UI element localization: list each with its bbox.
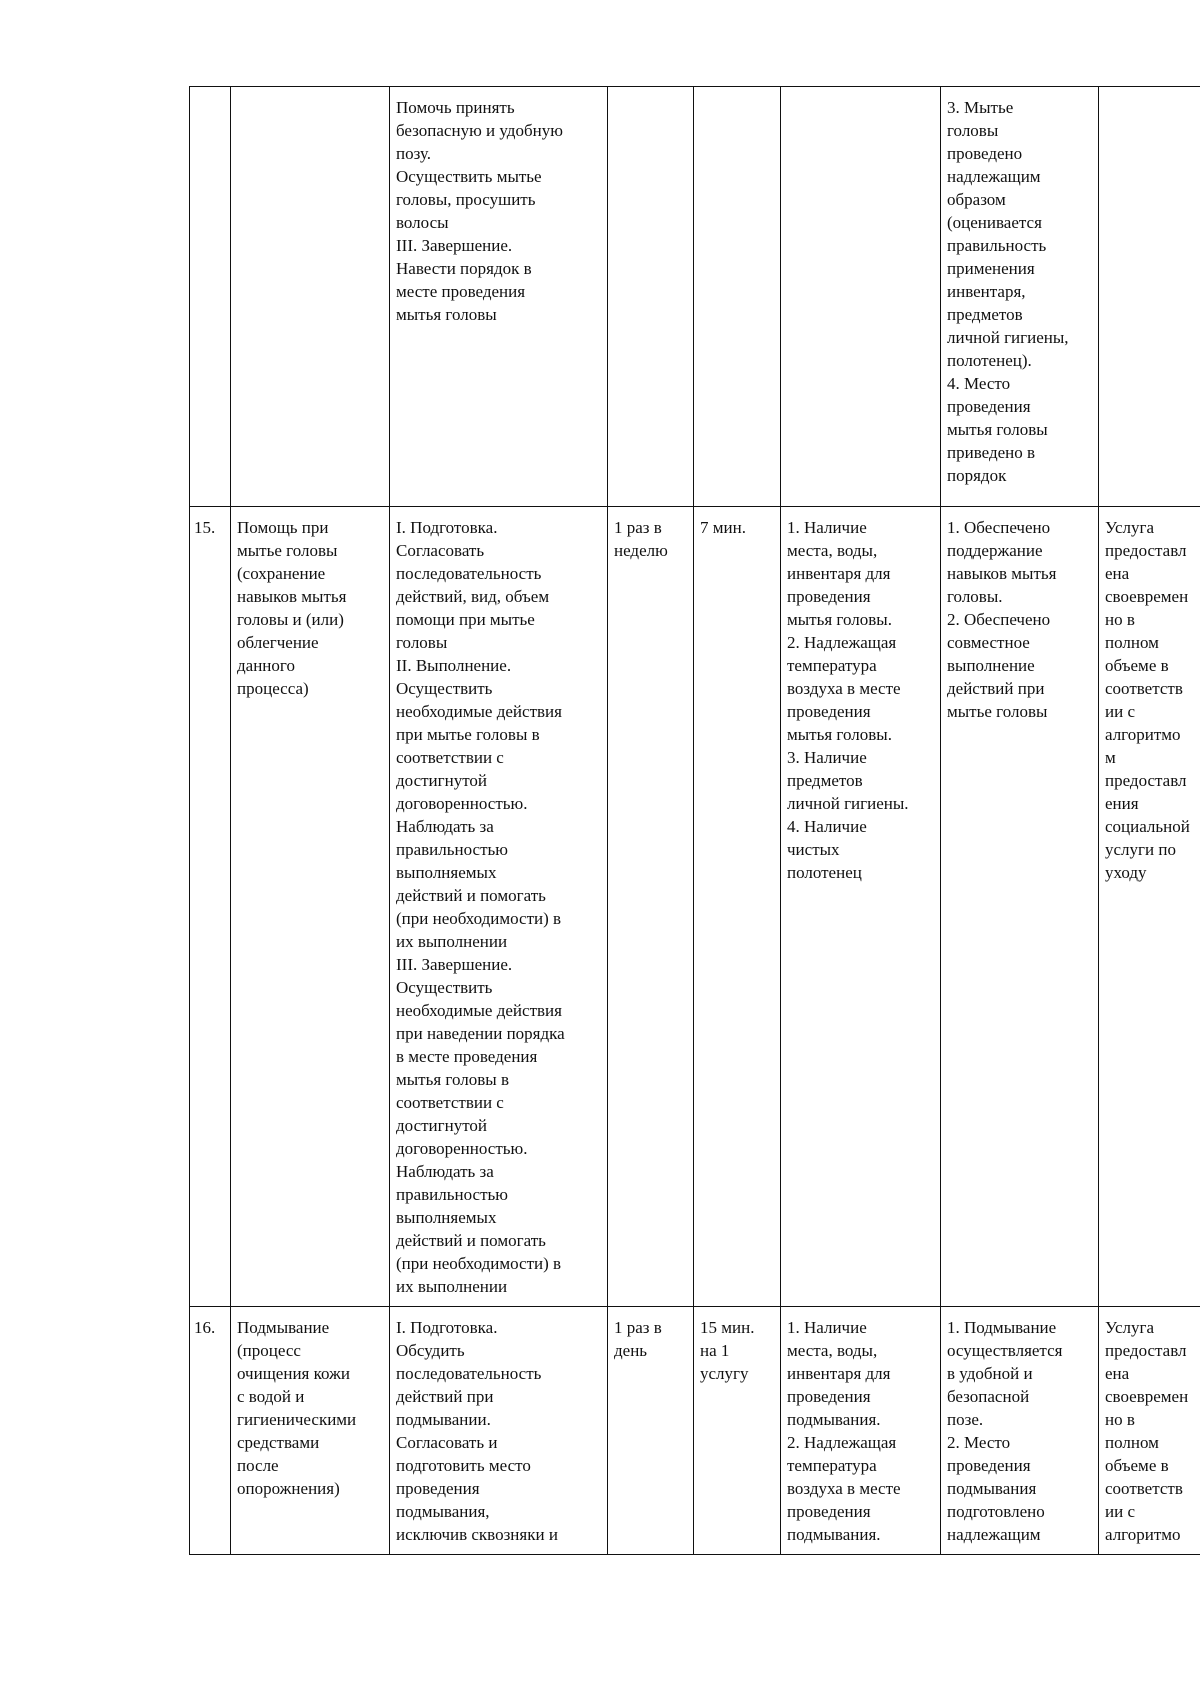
cell-text-line: в удобной и — [947, 1364, 1033, 1383]
cell-text-line: головы. — [947, 587, 1003, 606]
quality-indicators-cell — [941, 87, 1099, 507]
cell-text-line: головы — [396, 633, 448, 652]
cell-text-line: 2. Обеспечено — [947, 610, 1051, 629]
frequency-cell — [608, 87, 694, 507]
cell-text-line: очищения кожи — [237, 1364, 350, 1383]
cell-text-line: Услуга — [1105, 518, 1155, 537]
cell-text-line: мытья головы. — [787, 725, 892, 744]
cell-text-line: договоренностью. — [396, 794, 528, 813]
cell-text-line: инвентаря для — [787, 564, 891, 583]
cell-text-line: мытье головы — [947, 702, 1048, 721]
cell-text-line: Согласовать и — [396, 1433, 498, 1452]
cell-text-line: мытья головы в — [396, 1070, 509, 1089]
services-table-container — [189, 86, 1200, 1555]
cell-text-line: чистых — [787, 840, 840, 859]
cell-text-line: Помощь при — [237, 518, 329, 537]
cell-text-line: проведения — [947, 397, 1031, 416]
cell-text-line: полном — [1105, 633, 1159, 652]
cell-text-line: алгоритмо — [1105, 1525, 1181, 1544]
cell-text-line: головы — [947, 121, 999, 140]
cell-text-line: предметов — [947, 305, 1023, 324]
cell-text-line: Помочь принять — [396, 98, 515, 117]
cell-text-line: в месте проведения — [396, 1047, 538, 1066]
cell-text-line: гигиеническими — [237, 1410, 357, 1429]
duration-cell — [694, 87, 781, 507]
cell-text-line: последовательность — [396, 1364, 542, 1383]
cell-text-line: порядок — [947, 466, 1007, 485]
cell-text-line: выполняемых — [396, 1208, 497, 1227]
cell-text-line: 4. Наличие — [787, 817, 867, 836]
cell-text-line: проведения — [787, 587, 871, 606]
cell-text-line: Осуществить — [396, 679, 493, 698]
cell-text-line: средствами — [237, 1433, 320, 1452]
cell-text-line: правильностью — [396, 840, 508, 859]
service-description-cell — [390, 1307, 608, 1555]
cell-text-line: проведения — [396, 1479, 480, 1498]
cell-text-line: надлежащим — [947, 1525, 1041, 1544]
cell-text-line: I. Подготовка. — [396, 1318, 498, 1337]
duration-cell — [694, 1307, 781, 1555]
cell-text-line: их выполнении — [396, 1277, 508, 1296]
cell-text-line: процесса) — [237, 679, 309, 698]
cell-text-line: (процесс — [237, 1341, 301, 1360]
cell-text-line: 1. Наличие — [787, 1318, 867, 1337]
cell-text-line: инвентаря для — [787, 1364, 891, 1383]
cell-text-line: действий при — [947, 679, 1045, 698]
cell-text-line: опорожнения) — [237, 1479, 340, 1498]
cell-text-line: подготовить место — [396, 1456, 531, 1475]
cell-text-line: воздуха в месте — [787, 679, 901, 698]
cell-text-line: соответствии с — [396, 1093, 504, 1112]
cell-text-line: выполняемых — [396, 863, 497, 882]
table-body — [190, 87, 1200, 1555]
cell-text-line: Обсудить — [396, 1341, 465, 1360]
cell-text-line: 7 мин. — [700, 518, 746, 537]
table-row — [190, 1307, 1200, 1555]
cell-text-line: III. Завершение. — [396, 955, 513, 974]
cell-text-line: действий при — [396, 1387, 494, 1406]
cell-text-line: правильностью — [396, 1185, 508, 1204]
cell-text-line: неделю — [614, 541, 668, 560]
cell-text-line: мытья головы — [947, 420, 1048, 439]
cell-text-line: 4. Место — [947, 374, 1011, 393]
evaluation-cell — [1099, 87, 1200, 507]
cell-text-line: исключив сквозняки и — [396, 1525, 558, 1544]
cell-text-line: но в — [1105, 610, 1135, 629]
cell-text-line: 2. Надлежащая — [787, 633, 897, 652]
cell-text-line: подмывания. — [787, 1525, 881, 1544]
cell-text-line: соответств — [1105, 679, 1183, 698]
cell-text-line: при наведении порядка — [396, 1024, 565, 1043]
cell-text-line: образом — [947, 190, 1006, 209]
conditions-cell — [781, 87, 941, 507]
cell-text-line: мытья головы — [396, 305, 497, 324]
cell-text-line: (сохранение — [237, 564, 326, 583]
cell-text-line: мытья головы. — [787, 610, 892, 629]
cell-text-line: подмывания — [947, 1479, 1037, 1498]
cell-text-line: ена — [1105, 564, 1130, 583]
cell-text-line: поддержание — [947, 541, 1043, 560]
cell-text-line: проведено — [947, 144, 1023, 163]
cell-text-line: 1 раз в — [614, 1318, 662, 1337]
cell-text-line: применения — [947, 259, 1035, 278]
quality-indicators-cell — [941, 1307, 1099, 1555]
cell-text-line: соответств — [1105, 1479, 1183, 1498]
row-number-cell — [190, 507, 231, 1307]
cell-text-line: головы и (или) — [237, 610, 344, 629]
cell-text-line: личной гигиены. — [787, 794, 909, 813]
table-row — [190, 87, 1200, 507]
cell-text-line: навыков мытья — [947, 564, 1057, 583]
cell-text-line: позу. — [396, 144, 432, 163]
cell-text-line: правильность — [947, 236, 1047, 255]
cell-text-line: навыков мытья — [237, 587, 347, 606]
cell-text-line: выполнение — [947, 656, 1035, 675]
cell-text-line: проведения — [947, 1456, 1031, 1475]
cell-text-line: предметов — [787, 771, 863, 790]
cell-text-line: мытье головы — [237, 541, 338, 560]
service-name-cell — [231, 87, 390, 507]
cell-text-line: 15. — [194, 518, 216, 537]
cell-text-line: необходимые действия — [396, 1001, 562, 1020]
cell-text-line: уходу — [1105, 863, 1147, 882]
cell-text-line: с водой и — [237, 1387, 305, 1406]
cell-text-line: предоставл — [1105, 771, 1187, 790]
cell-text-line: при мытье головы в — [396, 725, 540, 744]
cell-text-line: позе. — [947, 1410, 984, 1429]
cell-text-line: Наблюдать за — [396, 817, 494, 836]
cell-text-line: облегчение — [237, 633, 319, 652]
cell-text-line: действий и помогать — [396, 886, 546, 905]
cell-text-line: Осуществить — [396, 978, 493, 997]
cell-text-line: проведения — [787, 702, 871, 721]
cell-text-line: температура — [787, 1456, 877, 1475]
quality-indicators-cell — [941, 507, 1099, 1307]
cell-text-line: данного — [237, 656, 295, 675]
row-number-cell — [190, 1307, 231, 1555]
cell-text-line: надлежащим — [947, 167, 1041, 186]
cell-text-line: ии с — [1105, 1502, 1135, 1521]
cell-text-line: объеме в — [1105, 1456, 1169, 1475]
cell-text-line: 1 раз в — [614, 518, 662, 537]
cell-text-line: 1. Обеспечено — [947, 518, 1051, 537]
conditions-cell — [781, 507, 941, 1307]
cell-text-line: предоставл — [1105, 541, 1187, 560]
cell-text-line: алгоритмо — [1105, 725, 1181, 744]
cell-text-line: подмывании. — [396, 1410, 491, 1429]
cell-text-line: их выполнении — [396, 932, 508, 951]
cell-text-line: I. Подготовка. — [396, 518, 498, 537]
frequency-cell — [608, 1307, 694, 1555]
frequency-cell — [608, 507, 694, 1307]
cell-text-line: приведено в — [947, 443, 1036, 462]
service-description-cell — [390, 87, 608, 507]
cell-text-line: (при необходимости) в — [396, 1254, 562, 1273]
cell-text-line: действий, вид, объем — [396, 587, 550, 606]
cell-text-line: Осуществить мытье — [396, 167, 542, 186]
cell-text-line: 3. Наличие — [787, 748, 867, 767]
cell-text-line: Услуга — [1105, 1318, 1155, 1337]
cell-text-line: предоставл — [1105, 1341, 1187, 1360]
cell-text-line: подмывания, — [396, 1502, 490, 1521]
cell-text-line: температура — [787, 656, 877, 675]
cell-text-line: 15 мин. — [700, 1318, 755, 1337]
cell-text-line: 2. Место — [947, 1433, 1011, 1452]
cell-text-line: 3. Мытье — [947, 98, 1014, 117]
cell-text-line: III. Завершение. — [396, 236, 513, 255]
cell-text-line: подмывания. — [787, 1410, 881, 1429]
cell-text-line: объеме в — [1105, 656, 1169, 675]
cell-text-line: полном — [1105, 1433, 1159, 1452]
cell-text-line: ии с — [1105, 702, 1135, 721]
cell-text-line: Подмывание — [237, 1318, 330, 1337]
cell-text-line: личной гигиены, — [947, 328, 1069, 347]
cell-text-line: но в — [1105, 1410, 1135, 1429]
conditions-cell — [781, 1307, 941, 1555]
cell-text-line: головы, просушить — [396, 190, 536, 209]
services-table — [189, 86, 1200, 1555]
cell-text-line: подготовлено — [947, 1502, 1045, 1521]
cell-text-line: инвентаря, — [947, 282, 1026, 301]
cell-text-line: проведения — [787, 1387, 871, 1406]
cell-text-line: после — [237, 1456, 279, 1475]
evaluation-cell — [1099, 1307, 1200, 1555]
cell-text-line: месте проведения — [396, 282, 526, 301]
evaluation-cell — [1099, 507, 1200, 1307]
cell-text-line: социальной — [1105, 817, 1190, 836]
cell-text-line: волосы — [396, 213, 449, 232]
cell-text-line: полотенец — [787, 863, 862, 882]
cell-text-line: воздуха в месте — [787, 1479, 901, 1498]
cell-text-line: безопасную и удобную — [396, 121, 563, 140]
cell-text-line: II. Выполнение. — [396, 656, 512, 675]
cell-text-line: ена — [1105, 1364, 1130, 1383]
service-name-cell — [231, 507, 390, 1307]
cell-text-line: на 1 — [700, 1341, 730, 1360]
row-number-cell — [190, 87, 231, 507]
cell-text-line: 2. Надлежащая — [787, 1433, 897, 1452]
cell-text-line: достигнутой — [396, 1116, 488, 1135]
cell-text-line: (при необходимости) в — [396, 909, 562, 928]
duration-cell — [694, 507, 781, 1307]
cell-text-line: проведения — [787, 1502, 871, 1521]
cell-text-line: 16. — [194, 1318, 216, 1337]
cell-text-line: места, воды, — [787, 541, 878, 560]
cell-text-line: услуги по — [1105, 840, 1176, 859]
cell-text-line: соответствии с — [396, 748, 504, 767]
cell-text-line: 1. Наличие — [787, 518, 867, 537]
cell-text-line: своевремен — [1105, 1387, 1189, 1406]
cell-text-line: достигнутой — [396, 771, 488, 790]
cell-text-line: безопасной — [947, 1387, 1030, 1406]
cell-text-line: договоренностью. — [396, 1139, 528, 1158]
service-name-cell — [231, 1307, 390, 1555]
cell-text-line: услугу — [700, 1364, 749, 1383]
cell-text-line: Наблюдать за — [396, 1162, 494, 1181]
cell-text-line: ения — [1105, 794, 1139, 813]
cell-text-line: Навести порядок в — [396, 259, 532, 278]
cell-text-line: помощи при мытье — [396, 610, 535, 629]
cell-text-line: осуществляется — [947, 1341, 1063, 1360]
cell-text-line: последовательность — [396, 564, 542, 583]
cell-text-line: совместное — [947, 633, 1030, 652]
service-description-cell — [390, 507, 608, 1307]
cell-text-line: действий и помогать — [396, 1231, 546, 1250]
cell-text-line: день — [614, 1341, 648, 1360]
cell-text-line: места, воды, — [787, 1341, 878, 1360]
cell-text-line: необходимые действия — [396, 702, 562, 721]
cell-text-line: (оценивается — [947, 213, 1042, 232]
cell-text-line: 1. Подмывание — [947, 1318, 1057, 1337]
cell-text-line: полотенец). — [947, 351, 1032, 370]
cell-text-line: своевремен — [1105, 587, 1189, 606]
table-row — [190, 507, 1200, 1307]
cell-text-line: Согласовать — [396, 541, 485, 560]
cell-text-line: м — [1105, 748, 1116, 767]
